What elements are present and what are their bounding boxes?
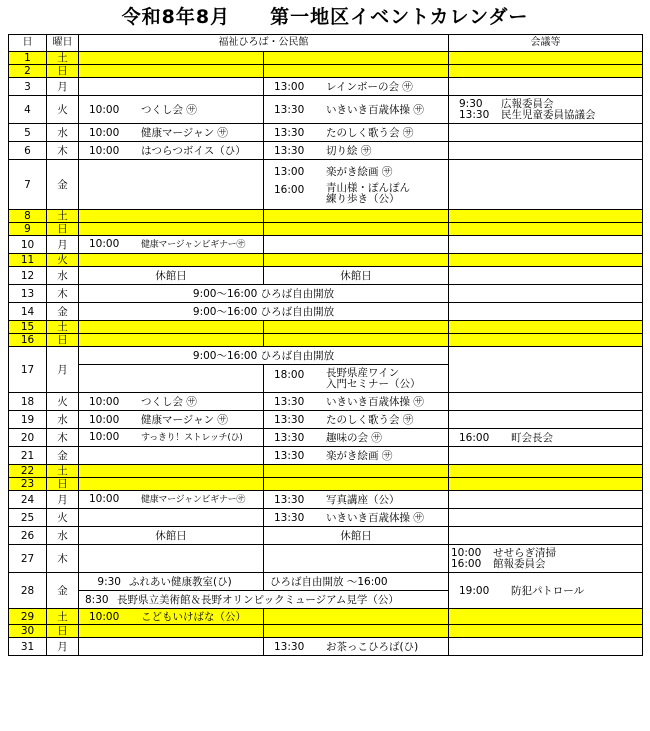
event-time: 13:30 xyxy=(274,103,305,116)
event-text: 健康マージャン ㋚ xyxy=(141,413,228,426)
day-cell: 14 xyxy=(9,303,47,321)
table-row xyxy=(9,142,643,160)
meeting-cell xyxy=(449,223,643,236)
day-cell: 25 xyxy=(9,509,47,527)
table-row xyxy=(9,527,643,545)
table-row xyxy=(9,254,643,267)
table-row xyxy=(9,447,643,465)
event-time: 10:00 xyxy=(89,493,120,505)
meeting-text: 館報委員会 xyxy=(493,557,546,570)
day-cell: 18 xyxy=(9,393,47,411)
hall-cell xyxy=(264,545,449,573)
meeting-cell xyxy=(449,411,643,429)
event-time: 13:00 xyxy=(274,80,305,93)
header-day: 日 xyxy=(9,35,47,52)
hall-cell xyxy=(264,236,449,254)
event-text: いきいき百歳体操 ㋚ xyxy=(326,511,424,524)
event-time: 13:30 xyxy=(274,493,305,506)
day-cell: 28 xyxy=(9,573,47,609)
event-text: 写真講座（公） xyxy=(326,493,400,506)
table-row xyxy=(9,429,643,447)
meeting-cell xyxy=(449,254,643,267)
meeting-cell xyxy=(449,465,643,478)
event-time: 10:00 xyxy=(89,431,120,443)
event-text-line2: 入門セミナー（公） xyxy=(326,377,421,390)
hall-cell xyxy=(264,509,449,527)
table-row xyxy=(9,465,643,478)
day-cell: 24 xyxy=(9,491,47,509)
weekday-cell: 木 xyxy=(47,545,79,573)
welfare-cell xyxy=(79,65,264,78)
day-cell: 2 xyxy=(9,65,47,78)
weekday-cell: 火 xyxy=(47,393,79,411)
event-text: つくし会 ㋚ xyxy=(141,395,197,408)
day-cell: 1 xyxy=(9,52,47,65)
welfare-cell xyxy=(79,142,264,160)
hall-cell xyxy=(264,267,449,285)
table-row xyxy=(9,411,643,429)
event-time: 13:30 xyxy=(274,395,305,408)
closed-label: 休館日 xyxy=(340,269,372,282)
welfare-cell xyxy=(79,609,264,625)
hall-cell xyxy=(264,124,449,142)
hall-cell xyxy=(264,393,449,411)
weekday-cell: 火 xyxy=(47,254,79,267)
hall-cell xyxy=(264,96,449,124)
closed-label: 休館日 xyxy=(155,269,187,282)
closed-label: 休館日 xyxy=(155,529,187,542)
event-text: すっきり！ストレッチ(ひ) xyxy=(141,433,243,443)
day-cell: 30 xyxy=(9,625,47,638)
day-cell: 13 xyxy=(9,285,47,303)
day-cell: 19 xyxy=(9,411,47,429)
hall-cell xyxy=(264,527,449,545)
welfare-cell xyxy=(79,545,264,573)
day-cell: 17 xyxy=(9,347,47,393)
weekday-cell: 金 xyxy=(47,160,79,210)
meeting-cell xyxy=(449,267,643,285)
event-time: 13:30 xyxy=(274,511,305,524)
weekday-cell: 月 xyxy=(47,236,79,254)
welfare-cell xyxy=(79,478,264,491)
day-cell: 29 xyxy=(9,609,47,625)
weekday-cell: 日 xyxy=(47,334,79,347)
meeting-cell xyxy=(449,78,643,96)
day-cell: 20 xyxy=(9,429,47,447)
event-text: ふれあい健康教室(ひ) xyxy=(129,575,232,588)
meeting-time: 13:30 xyxy=(459,108,490,121)
event-time: 10:00 xyxy=(89,103,120,116)
open-plaza-cell xyxy=(79,303,449,321)
welfare-cell xyxy=(79,527,264,545)
hall-cell xyxy=(264,210,449,223)
meeting-cell xyxy=(449,393,643,411)
weekday-cell: 日 xyxy=(47,625,79,638)
hall-cell xyxy=(264,429,449,447)
event-text-line2: 練り歩き（公） xyxy=(326,192,400,205)
hall-cell xyxy=(264,223,449,236)
hall-cell xyxy=(264,65,449,78)
title-calendar: 第一地区イベントカレンダー xyxy=(270,6,529,28)
welfare-cell xyxy=(79,321,264,334)
header-meetings: 会議等 xyxy=(449,35,643,52)
event-time: 13:30 xyxy=(274,126,305,139)
welfare-cell xyxy=(79,160,264,210)
weekday-cell: 日 xyxy=(47,223,79,236)
event-text: 9:00〜16:00 ひろば自由開放 xyxy=(192,287,335,300)
weekday-cell: 水 xyxy=(47,124,79,142)
event-text: 切り絵 ㋚ xyxy=(326,144,372,157)
table-row xyxy=(9,573,643,591)
meeting-cell xyxy=(449,160,643,210)
meeting-time: 16:00 xyxy=(459,431,490,444)
table-row xyxy=(9,334,643,347)
meeting-cell xyxy=(449,638,643,656)
meeting-cell xyxy=(449,429,643,447)
table-row xyxy=(9,124,643,142)
header-facility: 福祉ひろば・公民館 xyxy=(79,35,449,52)
weekday-cell: 木 xyxy=(47,142,79,160)
welfare-cell xyxy=(79,96,264,124)
meeting-text: せせらぎ清掃 xyxy=(493,546,556,559)
header-row xyxy=(9,35,643,52)
hall-cell xyxy=(264,478,449,491)
meeting-time: 10:00 xyxy=(451,546,482,559)
event-text: レインボーの会 ㋚ xyxy=(326,80,413,93)
meeting-cell xyxy=(449,347,643,393)
page-title xyxy=(0,0,650,34)
meeting-time: 16:00 xyxy=(451,557,482,570)
table-row xyxy=(9,491,643,509)
welfare-cell xyxy=(79,52,264,65)
event-time: 13:30 xyxy=(274,449,305,462)
day-cell: 31 xyxy=(9,638,47,656)
weekday-cell: 月 xyxy=(47,638,79,656)
event-time: 13:00 xyxy=(274,165,305,178)
hall-cell xyxy=(264,573,449,591)
open-plaza-cell xyxy=(79,285,449,303)
event-time: 13:30 xyxy=(274,640,305,653)
table-row xyxy=(9,52,643,65)
weekday-cell: 日 xyxy=(47,478,79,491)
day-cell: 10 xyxy=(9,236,47,254)
table-row xyxy=(9,625,643,638)
event-text: いきいき百歳体操 ㋚ xyxy=(326,395,424,408)
hall-cell xyxy=(264,638,449,656)
meeting-time: 19:00 xyxy=(459,584,490,597)
hall-cell xyxy=(264,142,449,160)
welfare-cell xyxy=(79,78,264,96)
meeting-cell xyxy=(449,52,643,65)
event-text: 健康マージャンビギナー㋚ xyxy=(141,495,246,505)
day-cell: 8 xyxy=(9,210,47,223)
day-cell: 26 xyxy=(9,527,47,545)
meeting-cell xyxy=(449,334,643,347)
table-row xyxy=(9,545,643,573)
day-cell: 5 xyxy=(9,124,47,142)
meeting-cell xyxy=(449,527,643,545)
meeting-text: 民生児童委員協議会 xyxy=(501,108,596,121)
event-time: 13:30 xyxy=(274,431,305,444)
event-time: 13:30 xyxy=(274,144,305,157)
event-text: 趣味の会 ㋚ xyxy=(326,431,382,444)
welfare-cell xyxy=(79,411,264,429)
table-row xyxy=(9,160,643,210)
day-cell: 27 xyxy=(9,545,47,573)
event-time: 10:00 xyxy=(89,126,120,139)
hall-cell xyxy=(264,334,449,347)
weekday-cell: 土 xyxy=(47,210,79,223)
weekday-cell: 土 xyxy=(47,321,79,334)
day-cell: 16 xyxy=(9,334,47,347)
table-row xyxy=(9,509,643,527)
day-cell: 11 xyxy=(9,254,47,267)
weekday-cell: 木 xyxy=(47,429,79,447)
welfare-cell xyxy=(79,267,264,285)
weekday-cell: 金 xyxy=(47,303,79,321)
title-month: 令和8年8月 xyxy=(121,6,231,28)
meeting-cell xyxy=(449,625,643,638)
welfare-cell xyxy=(79,254,264,267)
event-text: つくし会 ㋚ xyxy=(141,103,197,116)
table-row xyxy=(9,285,643,303)
day-cell: 15 xyxy=(9,321,47,334)
table-row xyxy=(9,347,643,365)
event-time: 10:00 xyxy=(89,238,120,250)
weekday-cell: 火 xyxy=(47,96,79,124)
event-text: たのしく歌う会 ㋚ xyxy=(326,413,414,426)
meeting-cell xyxy=(449,285,643,303)
weekday-cell: 土 xyxy=(47,465,79,478)
welfare-cell xyxy=(79,334,264,347)
event-text-line1: 青山様・ぽんぽん xyxy=(326,181,410,194)
event-time: 16:00 xyxy=(274,183,305,196)
hall-cell xyxy=(264,365,449,393)
day-cell: 3 xyxy=(9,78,47,96)
event-text: 9:00〜16:00 ひろば自由開放 xyxy=(192,305,335,318)
day-cell: 22 xyxy=(9,465,47,478)
weekday-cell: 月 xyxy=(47,78,79,96)
hall-cell xyxy=(264,465,449,478)
welfare-cell xyxy=(79,573,264,591)
day-cell: 4 xyxy=(9,96,47,124)
event-text: 健康マージャン ㋚ xyxy=(141,126,228,139)
weekday-cell: 火 xyxy=(47,509,79,527)
event-text: 健康マージャンビギナー㋚ xyxy=(141,240,246,250)
hall-cell xyxy=(264,52,449,65)
meeting-cell xyxy=(449,96,643,124)
meeting-cell xyxy=(449,321,643,334)
meeting-text: 町会長会 xyxy=(511,431,553,444)
event-time: 10:00 xyxy=(89,395,120,408)
welfare-cell xyxy=(79,638,264,656)
table-row xyxy=(9,478,643,491)
closed-label: 休館日 xyxy=(340,529,372,542)
hall-cell xyxy=(264,411,449,429)
event-text: こどもいけばな（公） xyxy=(141,610,246,623)
weekday-cell: 木 xyxy=(47,285,79,303)
meeting-cell xyxy=(449,478,643,491)
meeting-cell xyxy=(449,545,643,573)
welfare-cell xyxy=(79,509,264,527)
welfare-cell xyxy=(79,393,264,411)
event-time: 18:00 xyxy=(274,368,305,381)
table-row xyxy=(9,267,643,285)
welfare-cell xyxy=(79,447,264,465)
meeting-cell xyxy=(449,573,643,609)
day-cell: 9 xyxy=(9,223,47,236)
event-time: 9:30 xyxy=(97,575,121,588)
table-row xyxy=(9,65,643,78)
hall-cell xyxy=(264,160,449,210)
table-row xyxy=(9,210,643,223)
meeting-text: 広報委員会 xyxy=(501,97,554,110)
event-text: 長野県立美術館＆長野オリンピックミュージアム見学（公） xyxy=(117,593,399,606)
weekday-cell: 金 xyxy=(47,447,79,465)
event-time: 10:00 xyxy=(89,413,120,426)
weekday-cell: 土 xyxy=(47,609,79,625)
welfare-cell xyxy=(79,124,264,142)
meeting-cell xyxy=(449,210,643,223)
hall-cell xyxy=(264,609,449,625)
meeting-cell xyxy=(449,609,643,625)
meeting-cell xyxy=(449,142,643,160)
table-row xyxy=(9,393,643,411)
event-text: お茶っこひろば(ひ) xyxy=(326,640,419,653)
table-row xyxy=(9,96,643,124)
event-text: ひろば自由開放 〜16:00 xyxy=(270,575,388,588)
day-cell: 6 xyxy=(9,142,47,160)
welfare-cell xyxy=(79,365,264,393)
event-text: 楽がき絵画 ㋚ xyxy=(326,449,393,462)
welfare-cell xyxy=(79,625,264,638)
trip-cell xyxy=(79,591,449,609)
welfare-cell xyxy=(79,465,264,478)
welfare-cell xyxy=(79,223,264,236)
hall-cell xyxy=(264,447,449,465)
weekday-cell: 水 xyxy=(47,411,79,429)
welfare-cell xyxy=(79,210,264,223)
weekday-cell: 月 xyxy=(47,491,79,509)
weekday-cell: 月 xyxy=(47,347,79,393)
day-cell: 7 xyxy=(9,160,47,210)
table-row xyxy=(9,609,643,625)
event-time: 10:00 xyxy=(89,610,120,623)
event-text: たのしく歌う会 ㋚ xyxy=(326,126,414,139)
event-text: はつらつボイス（ひ） xyxy=(141,144,246,157)
table-row xyxy=(9,78,643,96)
event-calendar-table xyxy=(8,34,643,656)
day-cell: 21 xyxy=(9,447,47,465)
table-row xyxy=(9,638,643,656)
table-row xyxy=(9,321,643,334)
hall-cell xyxy=(264,625,449,638)
event-text: 楽がき絵画 ㋚ xyxy=(326,165,393,178)
hall-cell xyxy=(264,78,449,96)
weekday-cell: 水 xyxy=(47,527,79,545)
event-time: 13:30 xyxy=(274,413,305,426)
meeting-cell xyxy=(449,65,643,78)
table-row xyxy=(9,236,643,254)
header-weekday: 曜日 xyxy=(47,35,79,52)
meeting-text: 防犯パトロール xyxy=(511,584,585,597)
event-time: 10:00 xyxy=(89,144,120,157)
weekday-cell: 日 xyxy=(47,65,79,78)
welfare-cell xyxy=(79,491,264,509)
meeting-cell xyxy=(449,124,643,142)
event-text-line1: 長野県産ワイン xyxy=(326,366,400,379)
meeting-cell xyxy=(449,447,643,465)
table-row xyxy=(9,223,643,236)
hall-cell xyxy=(264,321,449,334)
welfare-cell xyxy=(79,429,264,447)
table-row xyxy=(9,303,643,321)
weekday-cell: 金 xyxy=(47,573,79,609)
event-time: 8:30 xyxy=(85,593,109,606)
day-cell: 12 xyxy=(9,267,47,285)
weekday-cell: 水 xyxy=(47,267,79,285)
open-plaza-cell xyxy=(79,347,449,365)
day-cell: 23 xyxy=(9,478,47,491)
meeting-cell xyxy=(449,491,643,509)
weekday-cell: 土 xyxy=(47,52,79,65)
welfare-cell xyxy=(79,236,264,254)
meeting-time: 9:30 xyxy=(459,97,483,110)
hall-cell xyxy=(264,491,449,509)
meeting-cell xyxy=(449,509,643,527)
event-text: 9:00〜16:00 ひろば自由開放 xyxy=(192,349,335,362)
event-text: いきいき百歳体操 ㋚ xyxy=(326,103,424,116)
meeting-cell xyxy=(449,303,643,321)
hall-cell xyxy=(264,254,449,267)
meeting-cell xyxy=(449,236,643,254)
